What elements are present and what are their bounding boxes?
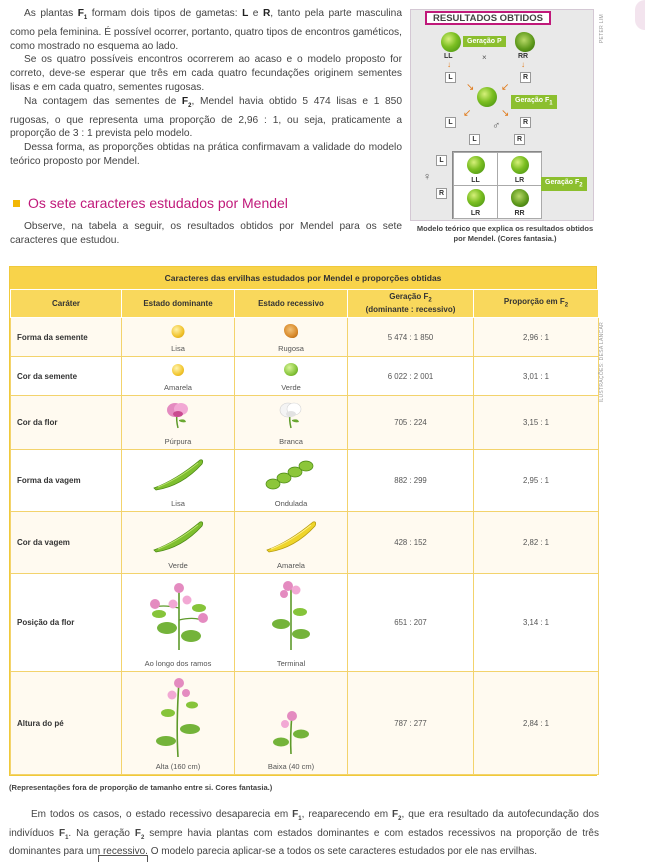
gen-f2-cell: 651 : 207 bbox=[348, 574, 474, 672]
ratio-cell: 3,01 : 1 bbox=[474, 357, 599, 396]
character-cell: Cor da flor bbox=[11, 396, 122, 450]
arrow-right-down-icon: ↘ bbox=[466, 82, 475, 93]
recessive-cell: Branca bbox=[235, 396, 348, 450]
gamete-r: R bbox=[514, 134, 525, 145]
dominant-cell: Lisa bbox=[122, 450, 235, 512]
yellow-seed-icon bbox=[172, 364, 184, 376]
header-character: Caráter bbox=[11, 290, 122, 318]
arrow-left-down-icon: ↙ bbox=[463, 108, 472, 119]
smooth-pea-icon bbox=[467, 189, 485, 207]
dominant-cell: Lisa bbox=[122, 318, 235, 357]
gen-f1-label: Geração $F_1$ bbox=[511, 95, 557, 109]
table-row bbox=[11, 672, 599, 775]
character-cell: Cor da semente bbox=[11, 357, 122, 396]
cross-symbol: × bbox=[482, 53, 487, 62]
header-recessive: Estado recessivo bbox=[235, 290, 348, 318]
intro-paragraph-4: Dessa forma, as proporções obtidas na prática confirmavam a validade do modelo teórico proposto por Mendel. bbox=[10, 142, 402, 168]
yellow-pod-icon bbox=[263, 516, 319, 554]
character-cell: Forma da vagem bbox=[11, 450, 122, 512]
smooth-pea-icon bbox=[511, 156, 529, 174]
intro-text bbox=[10, 7, 402, 169]
green-pod-icon bbox=[150, 516, 206, 554]
results-title: RESULTADOS OBTIDOS bbox=[425, 11, 551, 25]
gen-f2-label: Geração $F_2$ bbox=[541, 177, 587, 191]
table-row bbox=[11, 318, 599, 357]
wrinkled-pea-icon bbox=[511, 189, 529, 207]
punnett-cell: RR bbox=[497, 185, 542, 219]
gamete-r: R bbox=[520, 72, 531, 83]
gamete-l: L bbox=[469, 134, 480, 145]
section-heading: Os sete caracteres estudados por Mendel bbox=[13, 195, 288, 211]
tall-plant-icon bbox=[148, 675, 208, 759]
table-header-row bbox=[11, 290, 599, 318]
arrow-left-down-icon: ↙ bbox=[501, 82, 510, 93]
recessive-cell: Baixa (40 cm) bbox=[235, 672, 348, 775]
smooth-seed-icon bbox=[172, 325, 185, 338]
table-row bbox=[11, 512, 599, 574]
axial-flower-plant-icon bbox=[143, 578, 213, 652]
table-row bbox=[11, 396, 599, 450]
header-dominant: Estado dominante bbox=[122, 290, 235, 318]
gen-f2-cell: 705 : 224 bbox=[348, 396, 474, 450]
short-plant-icon bbox=[269, 708, 313, 756]
recessive-cell: Ondulada bbox=[235, 450, 348, 512]
diagram-caption: Modelo teórico que explica os resultados obtidos por Mendel. (Cores fantasia.) bbox=[416, 224, 594, 243]
dominant-cell: Ao longo dos ramos bbox=[122, 574, 235, 672]
bullet-square-icon bbox=[13, 200, 20, 207]
character-cell: Forma da semente bbox=[11, 318, 122, 357]
smooth-pea-icon bbox=[441, 32, 461, 52]
recessive-cell: Amarela bbox=[235, 512, 348, 574]
arrow-down-icon: ↓ bbox=[447, 60, 451, 69]
punnett-cell: LR bbox=[453, 185, 498, 219]
purple-flower-icon bbox=[164, 400, 192, 430]
table-row bbox=[11, 450, 599, 512]
recessive-cell: Rugosa bbox=[235, 318, 348, 357]
mendel-table bbox=[9, 266, 597, 776]
conclusion-paragraph: Em todos os casos, o estado recessivo desaparecia em $F_1$, reaparecendo em $F_2$, que era resultado da autofecundação dos indivíduos $F_1$. Na geração $F_2$ sempre havia plantas com estados dominantes e com estados recessivos na proporção de três dominantes para um recessivo. O modelo parecia aplicar-se a todos os sete caracteres estudados por ele nas ervilhas. bbox=[9, 809, 599, 857]
character-cell: Altura do pé bbox=[11, 672, 122, 775]
smooth-pea-icon bbox=[477, 87, 497, 107]
ratio-cell: 2,95 : 1 bbox=[474, 450, 599, 512]
recessive-cell: Verde bbox=[235, 357, 348, 396]
table-row bbox=[11, 357, 599, 396]
intro-paragraph-3: Na contagem das sementes de $F_2$, Mendel havia obtido 5 474 lisas e 1 850 rugosas, o que representa uma proporção de 2,96 : 1, ou seja, praticamente a proporção de 3 : 1 prevista pelo modelo. bbox=[10, 95, 402, 140]
gamete-l: L bbox=[445, 72, 456, 83]
smooth-pod-icon bbox=[150, 454, 206, 492]
gen-f2-cell: 428 : 152 bbox=[348, 512, 474, 574]
ratio-cell: 2,84 : 1 bbox=[474, 672, 599, 775]
dominant-cell: Púrpura bbox=[122, 396, 235, 450]
diagram-credit: PETER LIM bbox=[599, 14, 605, 44]
dominant-cell: Alta (160 cm) bbox=[122, 672, 235, 775]
arrow-right-down-icon: ↘ bbox=[501, 108, 510, 119]
dominant-cell: Amarela bbox=[122, 357, 235, 396]
gen-p-label: Geração P bbox=[463, 36, 506, 47]
female-symbol: ♀ bbox=[423, 171, 432, 183]
terminal-flower-plant-icon bbox=[266, 578, 316, 652]
table-intro-text: Observe, na tabela a seguir, os resultados obtidos por Mendel para os sete caracteres que estudou. bbox=[10, 221, 402, 246]
page-edge-tab bbox=[635, 0, 645, 30]
wrinkled-seed-icon bbox=[284, 324, 298, 338]
gen-f2-cell: 882 : 299 bbox=[348, 450, 474, 512]
gen-f2-cell: 787 : 277 bbox=[348, 672, 474, 775]
intro-paragraph-2: Se os quatro possíveis encontros ocorrerem ao acaso e o modelo proposto for correto, deve-se esperar que três em cada quatro fecundações originem sementes lisas e em cada quatro, sementes rugosas. bbox=[10, 54, 402, 94]
smooth-pea-icon bbox=[467, 156, 485, 174]
recessive-cell: Terminal bbox=[235, 574, 348, 672]
gamete-r: R bbox=[520, 117, 531, 128]
gamete-l: L bbox=[436, 155, 447, 166]
results-diagram bbox=[410, 9, 594, 221]
header-gen-f2: Geração $F_2$ (dominante : recessivo) bbox=[348, 290, 474, 318]
header-ratio: Proporção em $F_2$ bbox=[474, 290, 599, 318]
ratio-cell: 2,96 : 1 bbox=[474, 318, 599, 357]
constricted-pod-icon bbox=[263, 456, 319, 492]
gamete-r: R bbox=[436, 188, 447, 199]
punnett-square bbox=[452, 151, 542, 219]
table-credit: ILUSTRAÇÕES: DESA LANCAR bbox=[599, 322, 605, 403]
gen-f2-cell: 6 022 : 2 001 bbox=[348, 357, 474, 396]
green-seed-icon bbox=[284, 363, 298, 376]
ratio-cell: 3,15 : 1 bbox=[474, 396, 599, 450]
table-row bbox=[11, 574, 599, 672]
p-right-genotype: RR bbox=[518, 53, 529, 60]
ratio-cell: 3,14 : 1 bbox=[474, 574, 599, 672]
table-caption: Caracteres das ervilhas estudados por Mendel e proporções obtidas bbox=[10, 267, 596, 289]
punnett-cell: LL bbox=[453, 152, 498, 186]
wrinkled-pea-icon bbox=[515, 32, 535, 52]
gamete-l: L bbox=[445, 117, 456, 128]
intro-paragraph-1: As plantas $F_1$ formam dois tipos de gametas: L e R, tanto pela parte masculina como pela feminina. É possível ocorrer, portanto, quatro tipos de encontros gaméticos, como mostrado no esquema ao lado. bbox=[10, 8, 403, 52]
male-symbol: ♂ bbox=[492, 120, 501, 132]
gen-f2-cell: 5 474 : 1 850 bbox=[348, 318, 474, 357]
punnett-cell: LR bbox=[497, 152, 542, 186]
ratio-cell: 2,82 : 1 bbox=[474, 512, 599, 574]
answer-box[interactable] bbox=[98, 855, 148, 862]
p-left-genotype: LL bbox=[444, 53, 453, 60]
white-flower-icon bbox=[277, 400, 305, 430]
character-cell: Posição da flor bbox=[11, 574, 122, 672]
dominant-cell: Verde bbox=[122, 512, 235, 574]
arrow-down-icon: ↓ bbox=[521, 60, 525, 69]
character-cell: Cor da vagem bbox=[11, 512, 122, 574]
table-footnote: (Representações fora de proporção de tamanho entre si. Cores fantasia.) bbox=[9, 783, 273, 792]
